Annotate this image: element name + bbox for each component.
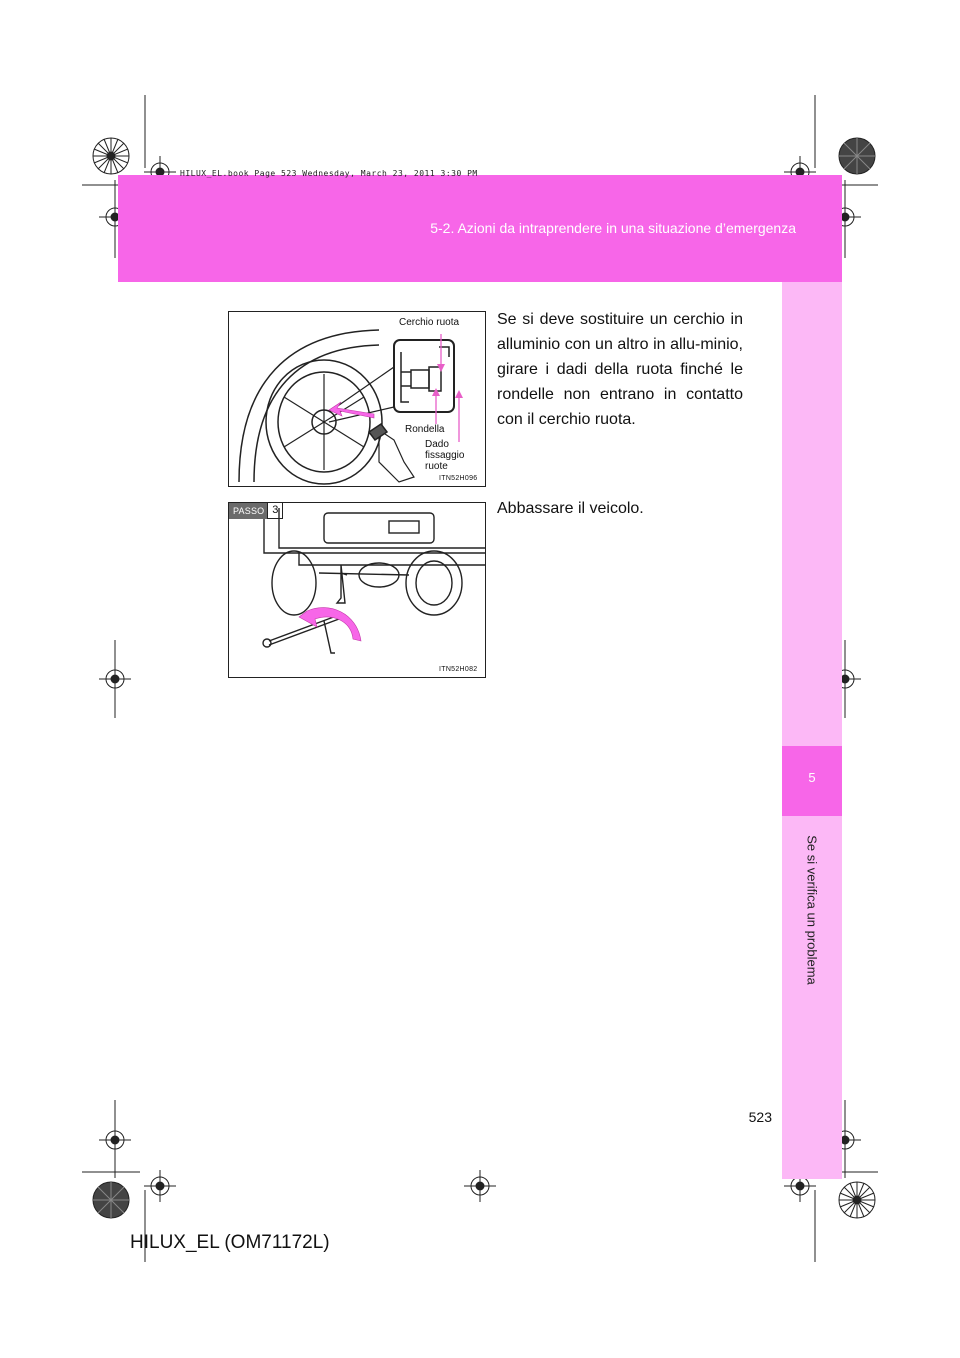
side-tab (782, 282, 842, 1179)
figure-code: ITN52H096 (439, 475, 478, 482)
paragraph-lower-vehicle: Abbassare il veicolo. (497, 500, 644, 517)
step-number: 3 (267, 503, 283, 519)
paragraph-replace-rim: Se si deve sostituire un cerchio in alluminio con un altro in allu-minio, girare i dadi della ruota finché le rondelle non entrano in contatto con il cerchio ruota. (497, 311, 743, 428)
label-washer: Rondella (405, 424, 445, 435)
lower-vehicle-illustration (229, 503, 485, 677)
step-label: PASSO (229, 503, 267, 519)
label-nut-2: fissaggio (425, 450, 465, 461)
chapter-title: Se si verifica un problema (804, 835, 820, 985)
figure-lower-vehicle (228, 502, 486, 678)
label-nut-3: ruote (425, 461, 448, 472)
label-nut-1: Dado (425, 439, 449, 450)
section-title: 5-2. Azioni da intraprendere in una situazione d’emergenza (430, 220, 796, 236)
chapter-number: 5 (808, 770, 816, 785)
figure-wheel-nut (228, 311, 486, 487)
document-code: HILUX_EL (OM71172L) (130, 1232, 330, 1253)
page-number: 523 (748, 1109, 772, 1125)
figure-code: ITN52H082 (439, 666, 478, 673)
book-info-line: HILUX_EL.book Page 523 Wednesday, March 23, 2011 3:30 PM (180, 169, 478, 178)
label-rim: Cerchio ruota (399, 317, 460, 328)
step-badge (229, 503, 283, 519)
